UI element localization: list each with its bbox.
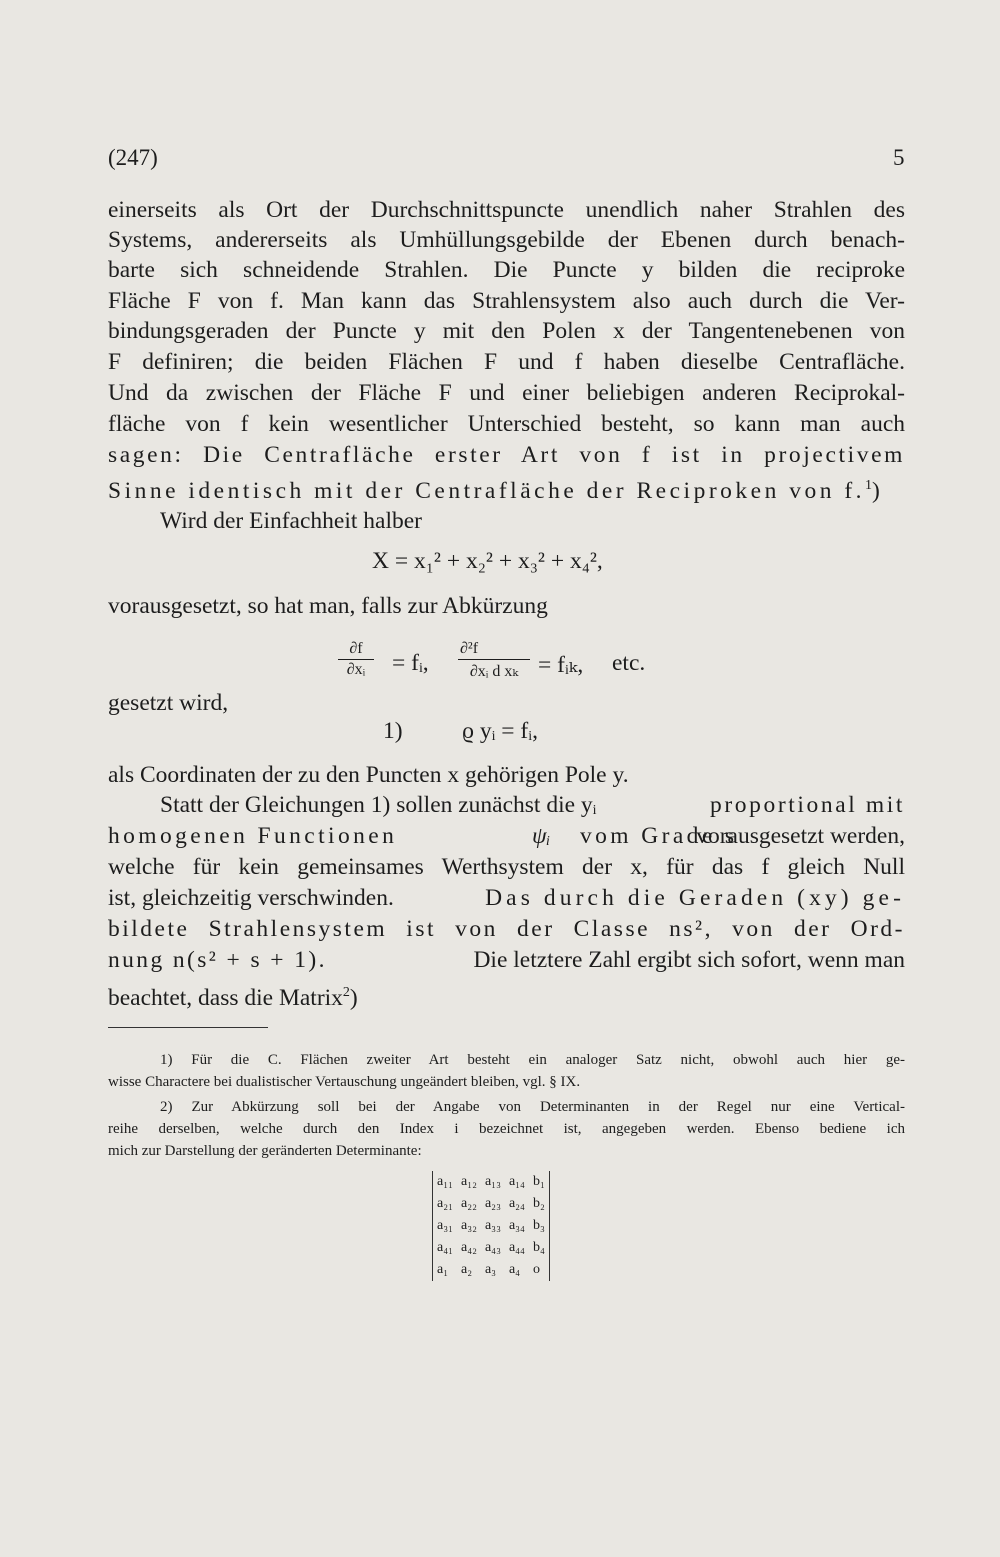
- fraction-df-dxi: [338, 640, 374, 679]
- matrix-cell: a₃₃: [484, 1218, 501, 1233]
- text-line-with-footnote: [108, 978, 905, 1013]
- matrix-cell: b₂: [532, 1196, 545, 1211]
- fraction-bar: [338, 659, 374, 660]
- text-segment: Die letztere Zahl ergibt sich sofort, wenn man: [473, 947, 905, 973]
- text-segment-spaced: nung n(s² + s + 1).: [108, 947, 327, 973]
- text-line-with-footnote: [108, 471, 905, 506]
- matrix-row: [433, 1171, 550, 1193]
- text-line: barte sich schneidende Strahlen. Die Puncte y bilden die reciproke: [108, 257, 905, 283]
- text-segment: ist, gleichzeitig verschwinden.: [108, 885, 394, 911]
- page-number: 5: [893, 145, 905, 170]
- matrix-cell: b₃: [532, 1218, 545, 1233]
- text-segment-spaced: Das durch die Geraden (xy) ge-: [485, 885, 905, 911]
- text-segment: ψᵢ: [532, 823, 551, 849]
- footnote-ref: 1: [865, 478, 873, 493]
- text-line: gesetzt wird,: [108, 690, 229, 716]
- matrix-cell: a₁₁: [437, 1174, 453, 1189]
- matrix-cell: a₄: [508, 1262, 521, 1277]
- matrix-row: [433, 1193, 550, 1215]
- etc-text: etc.: [612, 650, 646, 676]
- fraction-bar: [458, 659, 530, 660]
- matrix-row: [433, 1215, 550, 1237]
- fraction-denominator: ∂xᵢ: [346, 661, 366, 678]
- matrix-cell: a₁₄: [508, 1174, 525, 1189]
- fraction-denominator: ∂xᵢ d xₖ: [469, 663, 519, 680]
- text-line-spaced: bildete Strahlensystem ist von der Classe ns², von der Ord-: [108, 916, 905, 942]
- matrix-cell: a₃₁: [437, 1218, 453, 1233]
- matrix-row: [433, 1237, 550, 1259]
- text-line: Systems, andererseits als Umhüllungsgebilde der Ebenen durch benach-: [108, 227, 905, 253]
- text-segment: beachtet, dass die Matrix: [108, 984, 343, 1011]
- footnote-ref: 2: [342, 985, 350, 1000]
- matrix-cell: a₂: [460, 1262, 473, 1277]
- text-line: Sinne identisch mit der Centrafläche der Reciproken von f.: [108, 477, 866, 504]
- matrix-cell: b₁: [532, 1174, 545, 1189]
- paren: ): [349, 984, 358, 1011]
- footnote-line: mich zur Darstellung der geränderten Determinante:: [108, 1143, 422, 1159]
- text-segment-spaced: homogenen Functionen: [108, 823, 398, 849]
- equation-main: ϱ yᵢ = fᵢ,: [462, 718, 538, 744]
- text-line: einerseits als Ort der Durchschnittspuncte unendlich naher Strahlen des: [108, 197, 905, 223]
- text-line: vorausgesetzt, so hat man, falls zur Abkürzung: [108, 593, 548, 619]
- text-line: als Coordinaten der zu den Puncten x gehörigen Pole y.: [108, 762, 629, 788]
- text-line: Und da zwischen der Fläche F und einer beliebigen anderen Reciprokal-: [108, 380, 905, 406]
- text-segment: vorausgesetzt werden,: [696, 823, 905, 849]
- text-line: sagen: Die Centrafläche erster Art von f ist in projectivem: [108, 442, 905, 468]
- text-line: Fläche F von f. Man kann das Strahlensystem also auch durch die Ver-: [108, 288, 905, 314]
- matrix-cell: a₂₃: [484, 1196, 501, 1211]
- matrix-cell: a₁₂: [460, 1174, 477, 1189]
- matrix-cell: b₄: [532, 1240, 545, 1255]
- bordered-determinant: [432, 1171, 550, 1281]
- matrix-cell: a₁: [437, 1262, 449, 1277]
- text-segment-spaced: vom Grade s: [580, 823, 738, 849]
- footnote-line: wisse Charactere bei dualistischer Vertauschung ungeändert bleiben, vgl. § IX.: [108, 1074, 581, 1090]
- footnote-line: 1) Für die C. Flächen zweiter Art besteht ein analoger Satz nicht, obwohl auch hier ge-: [160, 1052, 905, 1068]
- equation-rhs: = fᵢₖ,: [538, 652, 584, 678]
- text-line: welche für kein gemeinsames Werthsystem der x, für das f gleich Null: [108, 854, 905, 880]
- matrix-cell: a₂₂: [460, 1196, 477, 1211]
- matrix-cell: a₄₂: [460, 1240, 477, 1255]
- footnote-line: 2) Zur Abkürzung soll bei der Angabe von Determinanten in der Regel nur eine Vertical-: [160, 1099, 905, 1115]
- text-line: F definiren; die beiden Flächen F und f haben dieselbe Centrafläche.: [108, 349, 905, 375]
- matrix-row: [433, 1259, 550, 1281]
- matrix-cell: a₃₄: [508, 1218, 525, 1233]
- text-line: fläche von f kein wesentlicher Unterschied besteht, so kann man auch: [108, 411, 905, 437]
- matrix-cell: a₄₃: [484, 1240, 501, 1255]
- paren: ): [872, 477, 880, 504]
- text-segment: Statt der Gleichungen 1) sollen zunächst die yᵢ: [160, 792, 597, 818]
- matrix-cell: a₁₃: [484, 1174, 501, 1189]
- matrix-cell: a₃: [484, 1262, 497, 1277]
- footnote-line: reihe derselben, welche durch den Index i bezeichnet ist, angegeben werden. Ebenso bediene ich: [108, 1121, 905, 1137]
- paragraph-intro: Wird der Einfachheit halber: [160, 508, 422, 534]
- fraction-numerator: ∂²f: [460, 640, 479, 657]
- text-line: bindungsgeraden der Puncte y mit den Polen x der Tangentenebenen von: [108, 318, 905, 344]
- equation-label: 1): [383, 718, 403, 744]
- matrix-cell: a₄₄: [508, 1240, 525, 1255]
- fraction-numerator: ∂f: [349, 640, 363, 657]
- matrix-cell: o: [532, 1262, 540, 1277]
- matrix-cell: a₂₄: [508, 1196, 525, 1211]
- footnote-divider: [108, 1027, 268, 1028]
- equation-rhs: = fᵢ,: [392, 650, 429, 676]
- matrix-cell: a₄₁: [437, 1240, 453, 1255]
- text-segment-spaced: proportional mit: [710, 792, 905, 818]
- page-reference: (247): [108, 145, 158, 170]
- fraction-d2f: [458, 640, 530, 681]
- equation-X: X = x₁² + x₂² + x₃² + x₄²,: [372, 548, 603, 574]
- matrix-cell: a₃₂: [460, 1218, 477, 1233]
- matrix-cell: a₂₁: [437, 1196, 453, 1211]
